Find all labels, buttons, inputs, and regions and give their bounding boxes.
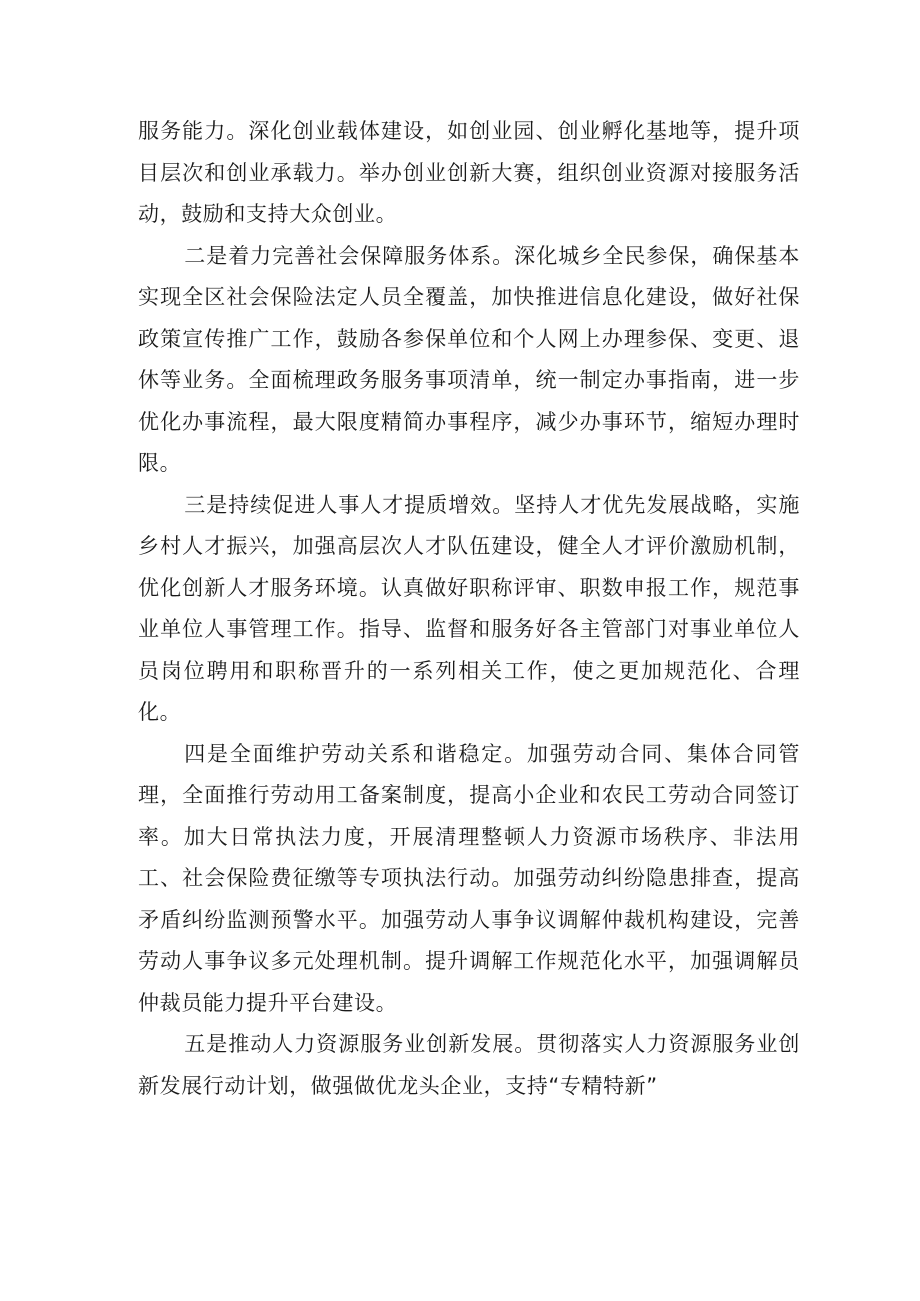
paragraph-social-security: 二是着力完善社会保障服务体系。深化城乡全民参保，确保基本实现全区社会保险法定人员全覆盖，加快推进信息化建设，做好社保政策宣传推广工作，鼓励各参保单位和个人网上办理参保、变更、退休等业务。全面梳理政务服务事项清单，统一制定办事指南，进一步优化办事流程，最大限度精简办事程序，减少办事环节，缩短办理时限。 (138, 243, 800, 475)
paragraph-labor-relations: 四是全面维护劳动关系和谐稳定。加强劳动合同、集体合同管理，全面推行劳动用工备案制度，提高小企业和农民工劳动合同签订率。加大日常执法力度，开展清理整顿人力资源市场秩序、非法用工、社会保险费征缴等专项执法行动。加强劳动纠纷隐患排查，提高矛盾纠纷监测预警水平。加强劳动人事争议调解仲裁机构建设，完善劳动人事争议多元处理机制。提升调解工作规范化水平，加强调解员仲裁员能力提升平台建设。 (138, 741, 800, 1015)
paragraph-hr-services: 五是推动人力资源服务业创新发展。贯彻落实人力资源服务业创新发展行动计划，做强做优龙头企业，支持“专精特新” (138, 1032, 800, 1098)
paragraph-talent: 三是持续促进人事人才提质增效。坚持人才优先发展战略，实施乡村人才振兴，加强高层次人才队伍建设，健全人才评价激励机制，优化创新人才服务环境。认真做好职称评审、职数申报工作，规范事业单位人事管理工作。指导、监督和服务好各主管部门对事业单位人员岗位聘用和职称晋升的一系列相关工作，使之更加规范化、合理化。 (138, 492, 800, 724)
paragraph-continuation: 服务能力。深化创业载体建设，如创业园、创业孵化基地等，提升项目层次和创业承载力。举办创业创新大赛，组织创业资源对接服务活动，鼓励和支持大众创业。 (138, 119, 800, 226)
document-body (138, 111, 800, 1107)
